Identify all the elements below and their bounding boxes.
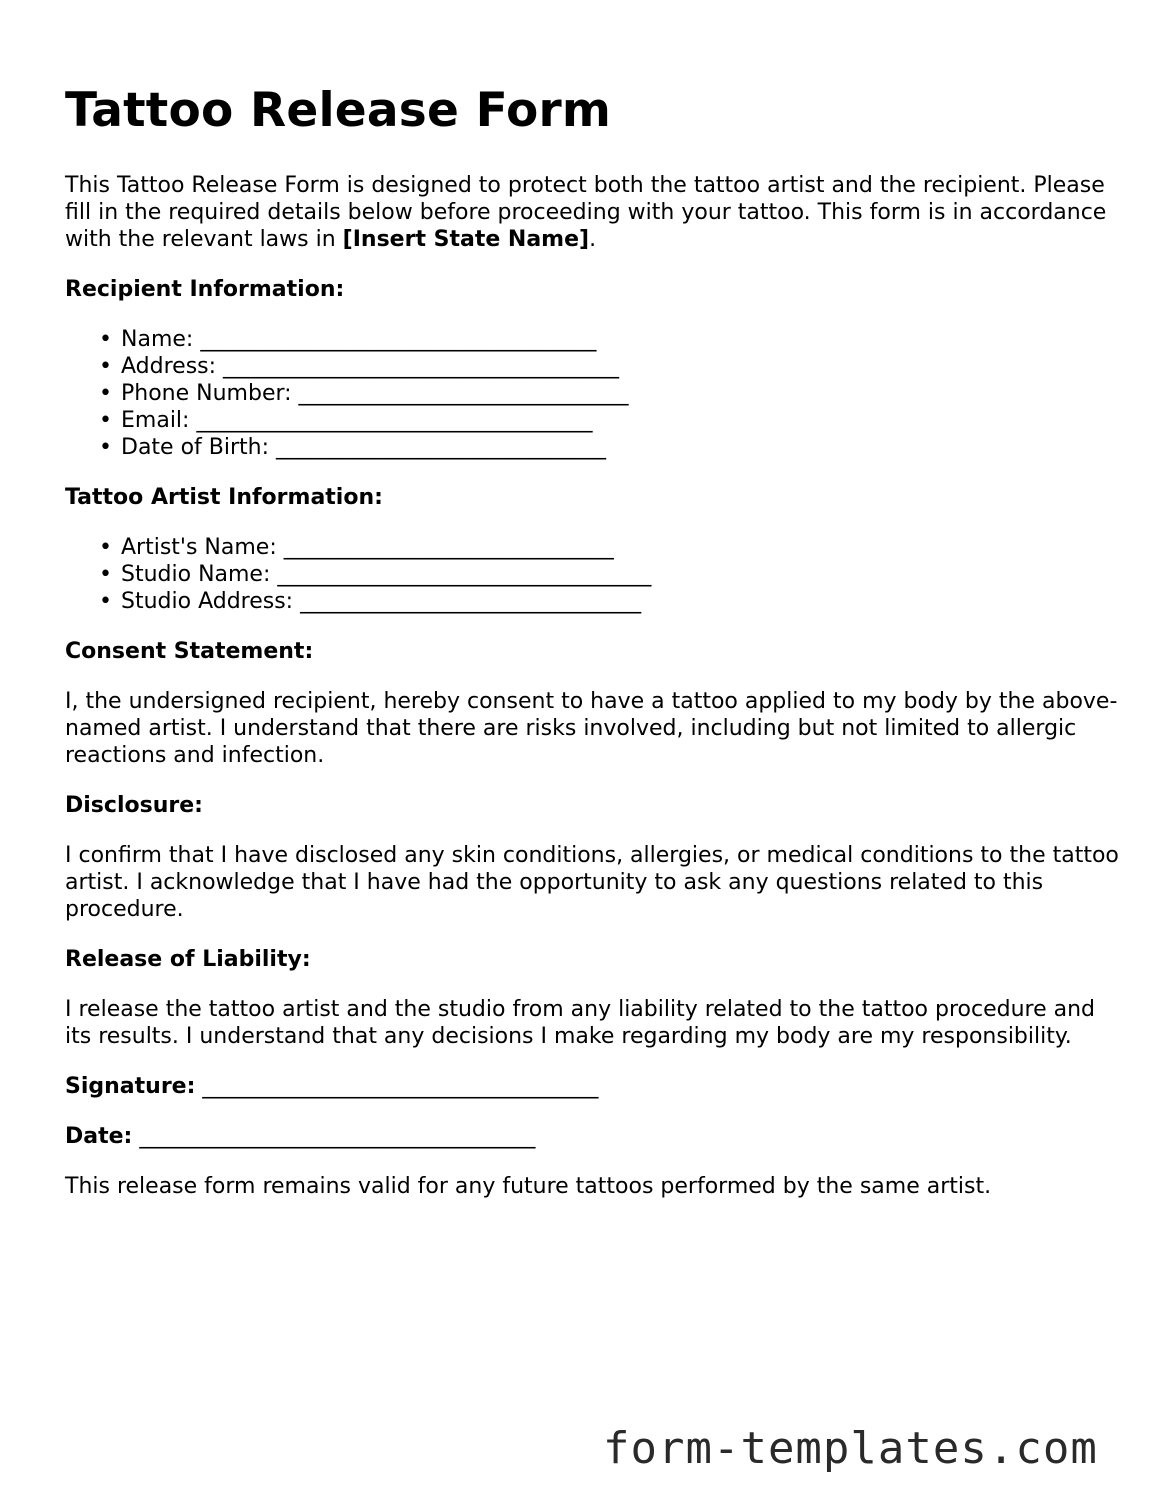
bullet: • <box>99 354 112 379</box>
name-blank[interactable]: ____________________________________ <box>200 327 597 352</box>
bullet: • <box>99 589 112 614</box>
studio-address-blank[interactable]: _______________________________ <box>300 589 642 614</box>
field-label: Phone Number: <box>121 381 292 406</box>
recipient-dob-field <box>65 434 1125 461</box>
artist-name-field <box>65 534 1125 561</box>
bullet: • <box>99 535 112 560</box>
field-label: Email: <box>121 408 190 433</box>
liability-heading: Release of Liability: <box>65 947 311 972</box>
intro-text: This Tattoo Release Form is designed to protect both the tattoo artist and the recipient. Please fill in the required details below before proceeding with your tattoo. This form is in accordance with the relevant laws in <box>65 173 1107 252</box>
phone-blank[interactable]: ______________________________ <box>298 381 629 406</box>
field-label: Name: <box>121 327 194 352</box>
liability-paragraph: I release the tattoo artist and the studio from any liability related to the tattoo procedure and its results. I understand that any decisions I make regarding my body are my responsibility. <box>65 997 1095 1049</box>
address-blank[interactable]: ____________________________________ <box>223 354 620 379</box>
field-label: Studio Name: <box>121 562 271 587</box>
state-placeholder: [Insert State Name] <box>342 227 590 252</box>
dob-blank[interactable]: ______________________________ <box>276 435 607 460</box>
watermark: form-templates.com <box>603 1423 1098 1474</box>
artist-fields <box>65 534 1125 615</box>
studio-name-field <box>65 561 1125 588</box>
recipient-fields <box>65 326 1125 461</box>
recipient-address-field <box>65 353 1125 380</box>
email-blank[interactable]: ____________________________________ <box>196 408 593 433</box>
artist-heading: Tattoo Artist Information: <box>65 485 383 510</box>
intro-paragraph <box>65 172 1125 253</box>
date-blank[interactable]: ____________________________________ <box>139 1124 536 1149</box>
field-label: Studio Address: <box>121 589 294 614</box>
bullet: • <box>99 435 112 460</box>
date-label: Date: <box>65 1124 133 1149</box>
recipient-phone-field <box>65 380 1125 407</box>
recipient-email-field <box>65 407 1125 434</box>
studio-address-field <box>65 588 1125 615</box>
bullet: • <box>99 562 112 587</box>
page-title: Tattoo Release Form <box>65 83 612 138</box>
bullet: • <box>99 327 112 352</box>
disclosure-paragraph: I confirm that I have disclosed any skin conditions, allergies, or medical conditions to the tattoo artist. I acknowledge that I have had the opportunity to ask any questions related to this procedure. <box>65 843 1119 922</box>
intro-end: . <box>589 227 597 252</box>
field-label: Date of Birth: <box>121 435 270 460</box>
bullet: • <box>99 408 112 433</box>
recipient-heading: Recipient Information: <box>65 277 345 302</box>
signature-label: Signature: <box>65 1074 196 1099</box>
closing-statement: This release form remains valid for any future tattoos performed by the same artist. <box>65 1174 992 1199</box>
field-label: Address: <box>121 354 217 379</box>
consent-paragraph: I, the undersigned recipient, hereby consent to have a tattoo applied to my body by the above-named artist. I understand that there are risks involved, including but not limited to allergic reactions and infection. <box>65 689 1118 768</box>
consent-heading: Consent Statement: <box>65 639 314 664</box>
recipient-name-field <box>65 326 1125 353</box>
signature-blank[interactable]: ____________________________________ <box>202 1074 599 1099</box>
studio-name-blank[interactable]: __________________________________ <box>277 562 652 587</box>
field-label: Artist's Name: <box>121 535 277 560</box>
bullet: • <box>99 381 112 406</box>
disclosure-heading: Disclosure: <box>65 793 203 818</box>
signature-line <box>65 1073 1125 1100</box>
date-line <box>65 1123 1125 1150</box>
artist-name-blank[interactable]: ______________________________ <box>283 535 614 560</box>
document-page <box>65 84 1125 1223</box>
